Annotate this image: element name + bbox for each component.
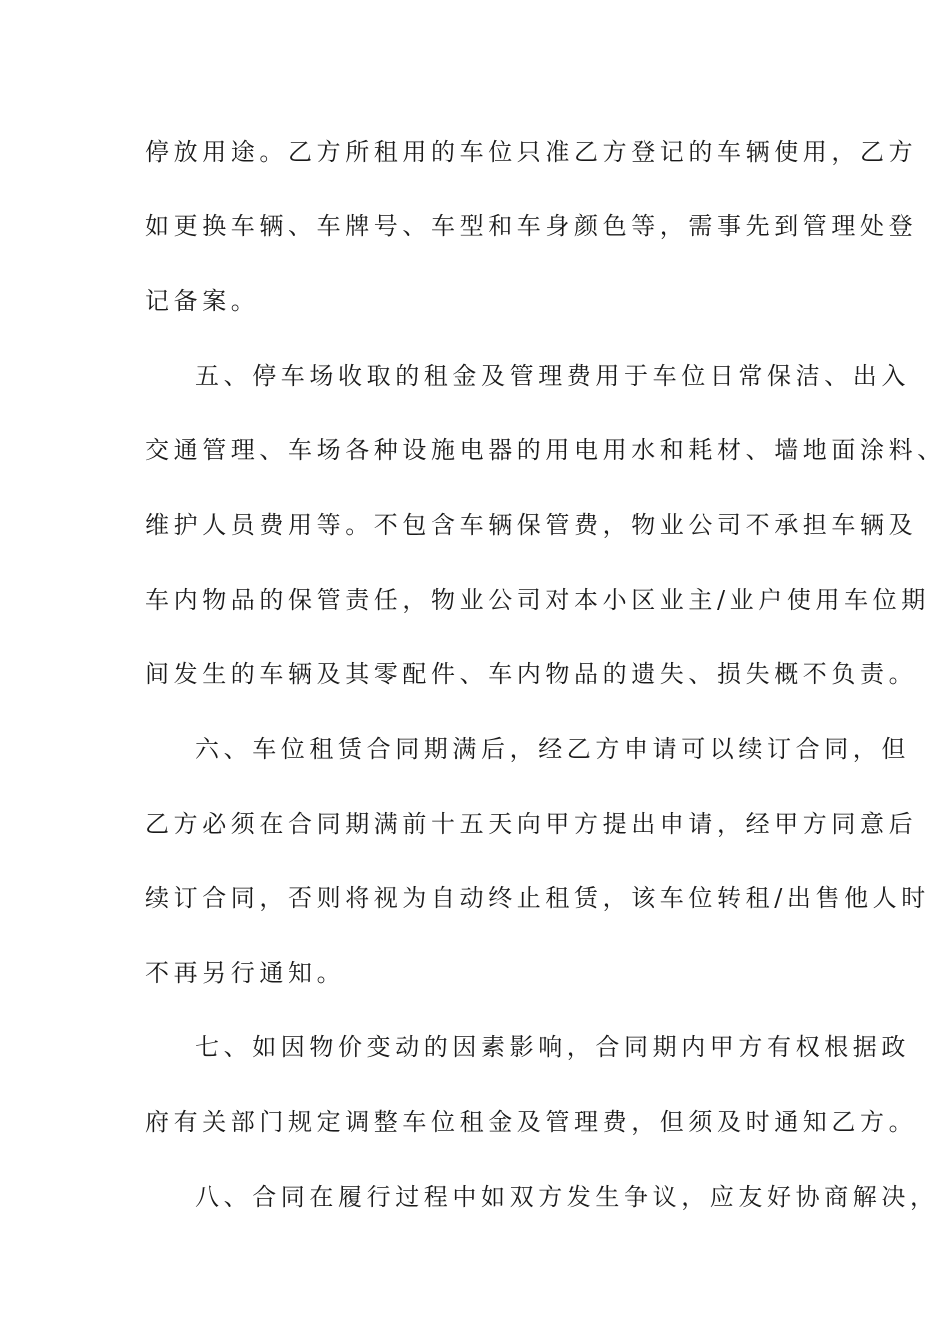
text-line-5: 交通管理、车场各种设施电器的用电用水和耗材、墙地面涂料、 (145, 436, 946, 464)
text-line-14: 府有关部门规定调整车位租金及管理费，但须及时通知乙方。 (145, 1108, 918, 1136)
text-line-6: 维护人员费用等。不包含车辆保管费，物业公司不承担车辆及 (145, 511, 918, 539)
text-line-1: 停放用途。乙方所租用的车位只准乙方登记的车辆使用，乙方 (145, 138, 918, 166)
text-line-4: 五、停车场收取的租金及管理费用于车位日常保洁、出入 (195, 362, 910, 390)
text-line-8: 间发生的车辆及其零配件、车内物品的遗失、损失概不负责。 (145, 660, 918, 688)
text-line-7: 车内物品的保管责任，物业公司对本小区业主/业户使用车位期 (145, 586, 930, 614)
text-line-9: 六、车位租赁合同期满后，经乙方申请可以续订合同，但 (195, 735, 910, 763)
text-line-15: 八、合同在履行过程中如双方发生争议，应友好协商解决， (195, 1183, 939, 1211)
text-line-2: 如更换车辆、车牌号、车型和车身颜色等，需事先到管理处登 (145, 212, 918, 240)
text-line-3: 记备案。 (145, 287, 260, 315)
text-line-11: 续订合同，否则将视为自动终止租赁，该车位转租/出售他人时 (145, 884, 930, 912)
text-line-10: 乙方必须在合同期满前十五天向甲方提出申请，经甲方同意后 (145, 810, 918, 838)
text-line-13: 七、如因物价变动的因素影响，合同期内甲方有权根据政 (195, 1033, 910, 1061)
text-line-12: 不再另行通知。 (145, 959, 346, 987)
